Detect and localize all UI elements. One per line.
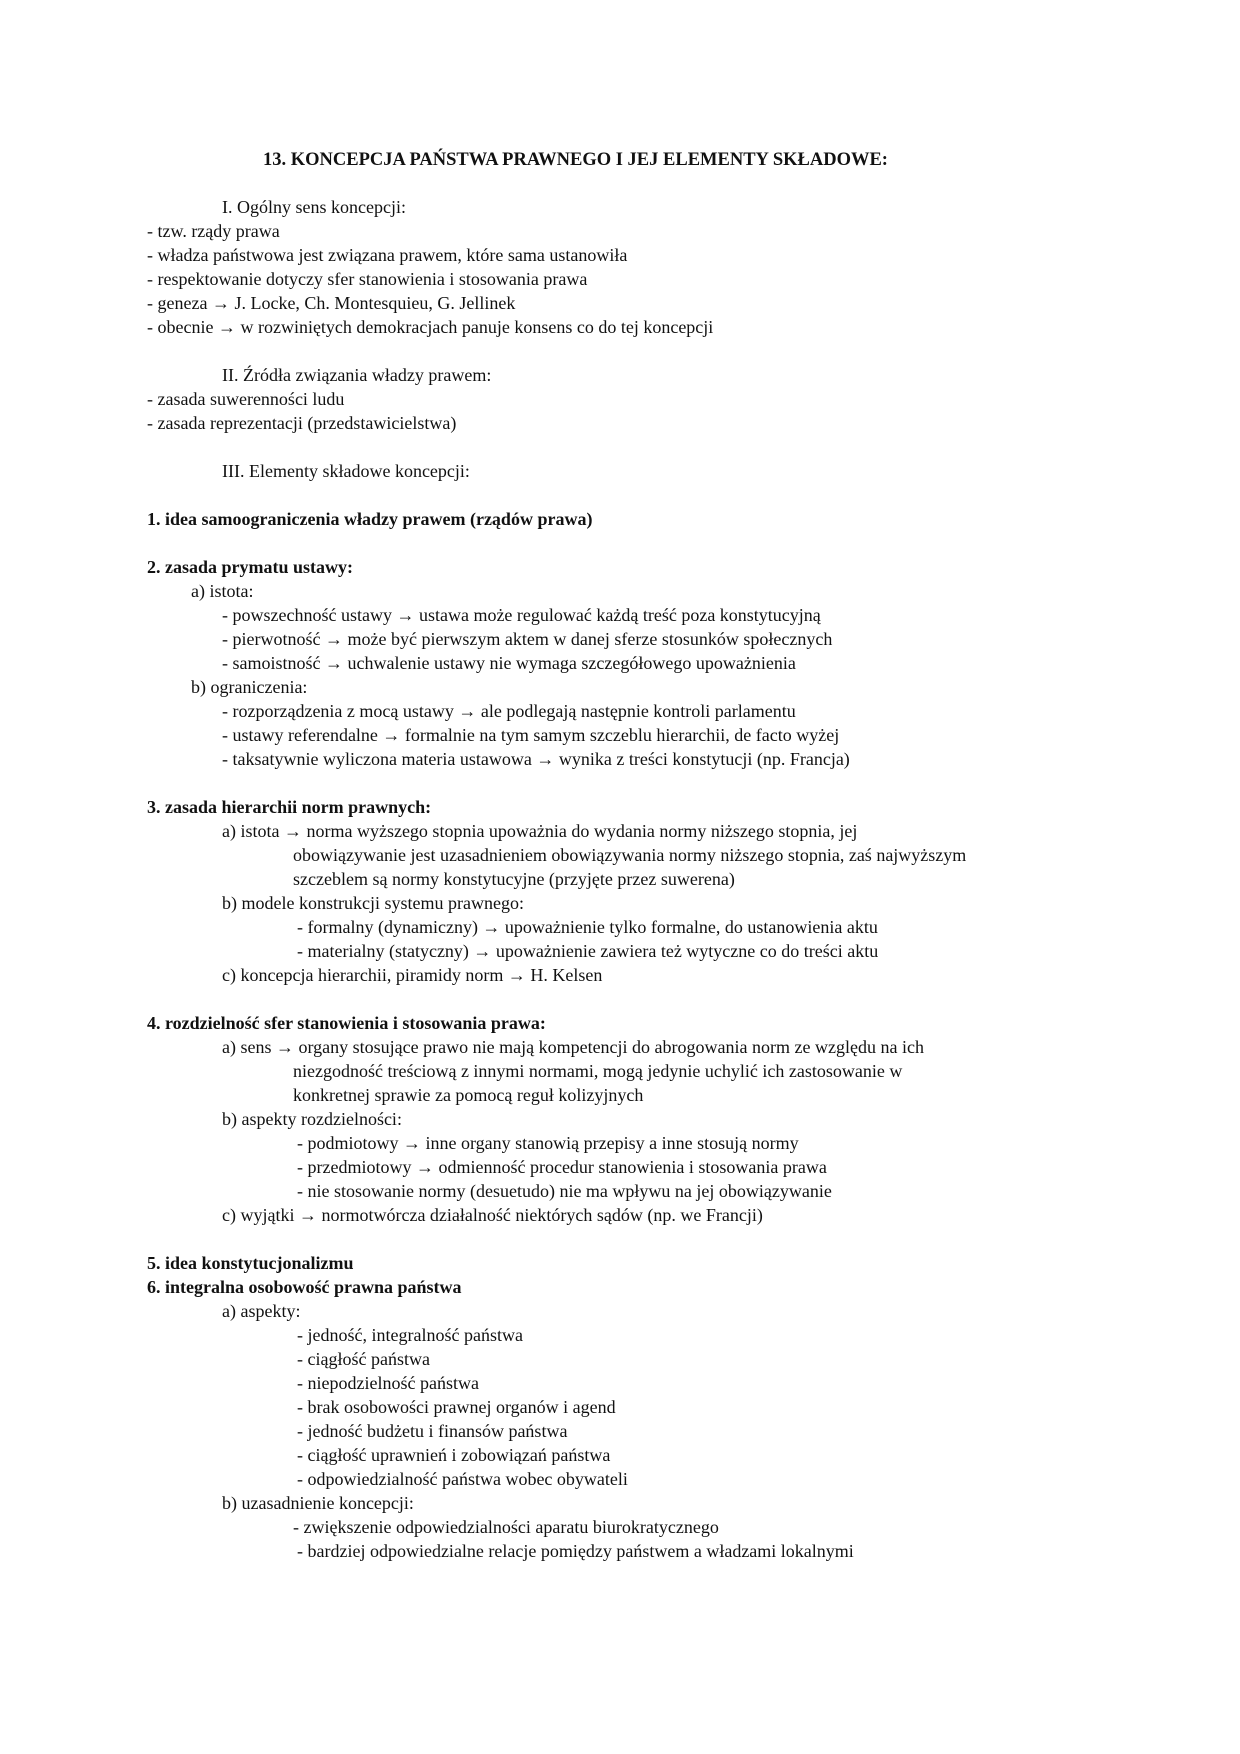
point-3-a-line: obowiązywanie jest uzasadnieniem obowiązywania normy niższego stopnia, zaś najwyższym [293, 845, 967, 865]
document-title: 13. KONCEPCJA PAŃSTWA PRAWNEGO I JEJ ELEMENTY SKŁADOWE: [263, 150, 888, 170]
list-item: - materialny (statyczny) → upoważnienie zawiera też wytyczne co do treści aktu [297, 941, 879, 961]
point-2-b-label: b) ograniczenia: [191, 677, 308, 697]
list-item: - pierwotność → może być pierwszym aktem w danej sferze stosunków społecznych [222, 629, 833, 649]
list-item: - bardziej odpowiedzialne relacje pomiędzy państwem a władzami lokalnymi [297, 1541, 854, 1561]
point-3-a-line: a) istota → norma wyższego stopnia upoważnia do wydania normy niższego stopnia, jej [222, 821, 858, 841]
list-item: - przedmiotowy → odmienność procedur stanowienia i stosowania prawa [297, 1157, 827, 1177]
point-3-heading: 3. zasada hierarchii norm prawnych: [147, 797, 432, 817]
list-item: - taksatywnie wyliczona materia ustawowa → wynika z treści konstytucji (np. Francja) [222, 749, 850, 769]
section-1-heading: I. Ogólny sens koncepcji: [222, 197, 406, 217]
list-item: - odpowiedzialność państwa wobec obywateli [297, 1469, 628, 1489]
list-item: - jedność budżetu i finansów państwa [297, 1421, 568, 1441]
list-item: - geneza → J. Locke, Ch. Montesquieu, G. Jellinek [147, 293, 516, 313]
point-4-a-line: konkretnej sprawie za pomocą reguł kolizyjnych [293, 1085, 644, 1105]
point-1-heading: 1. idea samoograniczenia władzy prawem (rządów prawa) [147, 509, 593, 529]
point-3-a-line: szczeblem są normy konstytucyjne (przyjęte przez suwerena) [293, 869, 735, 889]
section-2-heading: II. Źródła związania władzy prawem: [222, 365, 492, 385]
point-2-a-label: a) istota: [191, 581, 254, 601]
point-4-heading: 4. rozdzielność sfer stanowienia i stosowania prawa: [147, 1013, 546, 1033]
point-2-heading: 2. zasada prymatu ustawy: [147, 557, 354, 577]
point-4-c-line: c) wyjątki → normotwórcza działalność niektórych sądów (np. we Francji) [222, 1205, 763, 1225]
list-item: - ciągłość uprawnień i zobowiązań państwa [297, 1445, 611, 1465]
point-4-b-label: b) aspekty rozdzielności: [222, 1109, 402, 1129]
list-item: - rozporządzenia z mocą ustawy → ale podlegają następnie kontroli parlamentu [222, 701, 796, 721]
list-item: - nie stosowanie normy (desuetudo) nie ma wpływu na jej obowiązywanie [297, 1181, 832, 1201]
point-4-a-line: a) sens → organy stosujące prawo nie mają kompetencji do abrogowania norm ze względu na ich [222, 1037, 924, 1057]
list-item: - respektowanie dotyczy sfer stanowienia i stosowania prawa [147, 269, 588, 289]
list-item: - obecnie → w rozwiniętych demokracjach panuje konsens co do tej koncepcji [147, 317, 714, 337]
point-6-a-label: a) aspekty: [222, 1301, 301, 1321]
list-item: - formalny (dynamiczny) → upoważnienie tylko formalne, do ustanowienia aktu [297, 917, 878, 937]
point-3-b-label: b) modele konstrukcji systemu prawnego: [222, 893, 524, 913]
list-item: - zwiększenie odpowiedzialności aparatu biurokratycznego [293, 1517, 719, 1537]
point-6-b-label: b) uzasadnienie koncepcji: [222, 1493, 414, 1513]
point-6-heading: 6. integralna osobowość prawna państwa [147, 1277, 462, 1297]
list-item: - brak osobowości prawnej organów i agend [297, 1397, 616, 1417]
section-3-heading: III. Elementy składowe koncepcji: [222, 461, 470, 481]
point-3-c-line: c) koncepcja hierarchii, piramidy norm → H. Kelsen [222, 965, 603, 985]
list-item: - ciągłość państwa [297, 1349, 430, 1369]
list-item: - władza państwowa jest związana prawem, które sama ustanowiła [147, 245, 628, 265]
list-item: - niepodzielność państwa [297, 1373, 479, 1393]
list-item: - zasada reprezentacji (przedstawicielstwa) [147, 413, 457, 433]
point-5-heading: 5. idea konstytucjonalizmu [147, 1253, 354, 1273]
list-item: - tzw. rządy prawa [147, 221, 280, 241]
list-item: - samoistność → uchwalenie ustawy nie wymaga szczegółowego upoważnienia [222, 653, 796, 673]
point-4-a-line: niezgodność treściową z innymi normami, mogą jedynie uchylić ich zastosowanie w [293, 1061, 903, 1081]
list-item: - jedność, integralność państwa [297, 1325, 523, 1345]
list-item: - zasada suwerenności ludu [147, 389, 345, 409]
list-item: - podmiotowy → inne organy stanowią przepisy a inne stosują normy [297, 1133, 799, 1153]
list-item: - powszechność ustawy → ustawa może regulować każdą treść poza konstytucyjną [222, 605, 821, 625]
list-item: - ustawy referendalne → formalnie na tym samym szczeblu hierarchii, de facto wyżej [222, 725, 840, 745]
